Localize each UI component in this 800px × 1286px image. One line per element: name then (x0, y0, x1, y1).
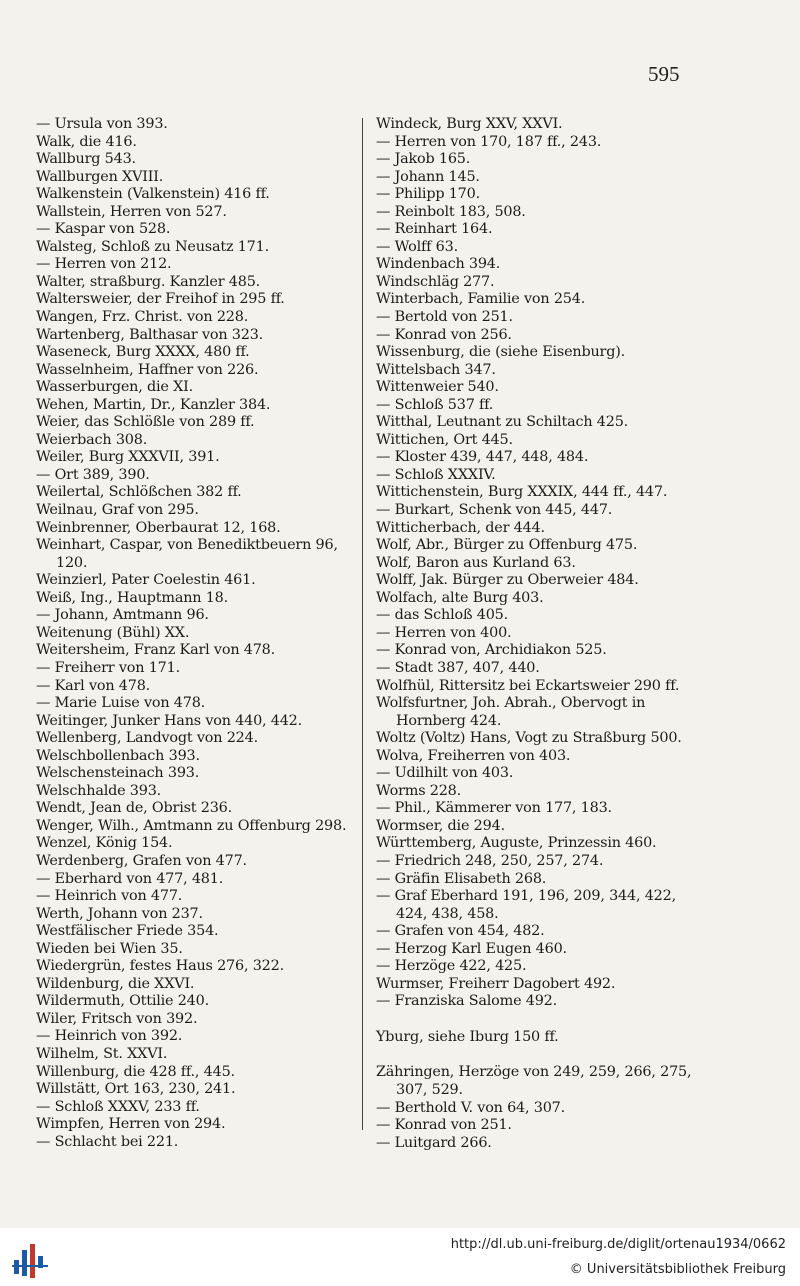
index-entry: Weilnau, Graf von 295. (36, 502, 199, 519)
index-entry: — Ort 389, 390. (36, 466, 150, 483)
index-entry: Wiler, Fritsch von 392. (36, 1010, 198, 1027)
copyright-notice: © Universitätsbibliothek Freiburg (569, 1262, 786, 1277)
index-entry: — Philipp 170. (376, 186, 480, 203)
index-entry: — Luitgard 266. (376, 1134, 492, 1151)
index-entry: — Ursula von 393. (36, 116, 168, 132)
index-entry: — Schloß XXXIV. (376, 466, 496, 483)
index-entry: Weitinger, Junker Hans von 440, 442. (36, 712, 303, 729)
index-entry: Weilertal, Schlößchen 382 ff. (36, 484, 242, 501)
index-entry: Walsteg, Schloß zu Neusatz 171. (36, 238, 269, 255)
index-entry: Wasselnheim, Haffner von 226. (36, 361, 259, 378)
index-entry: Wallstein, Herren von 527. (36, 203, 227, 220)
index-entry: — Heinrich von 392. (36, 1028, 183, 1045)
index-entry: Wolff, Jak. Bürger zu Oberweier 484. (376, 572, 639, 589)
index-entry: — Konrad von, Archidiakon 525. (376, 642, 607, 659)
index-entry: Wolva, Freiherren von 403. (376, 747, 571, 764)
index-entry: Wormser, die 294. (376, 817, 505, 834)
index-entry: — Franziska Salome 492. (376, 993, 558, 1010)
index-entry: — Kloster 439, 447, 448, 484. (376, 449, 589, 466)
index-entry: — Freiherr von 171. (36, 659, 180, 676)
index-entry: Windenbach 394. (376, 256, 501, 273)
index-entry: — Johann, Amtmann 96. (36, 607, 209, 624)
index-entry: Wittichenstein, Burg XXXIX, 444 ff., 447. (376, 484, 668, 501)
index-entry: Werth, Johann von 237. (36, 905, 203, 922)
index-entry: Weiß, Ing., Hauptmann 18. (36, 589, 228, 606)
index-entry: — Kaspar von 528. (36, 221, 171, 238)
index-entry: Wilhelm, St. XXVI. (36, 1045, 168, 1062)
index-entry: Weierbach 308. (36, 431, 148, 448)
index-entry: Wartenberg, Balthasar von 323. (36, 326, 264, 343)
index-entry: — Heinrich von 477. (36, 888, 183, 905)
index-entry: Wiedergrün, festes Haus 276, 322. (36, 958, 284, 975)
index-entry: Weinbrenner, Oberbaurat 12, 168. (36, 519, 281, 536)
index-entry: Wallburg 543. (36, 151, 136, 168)
index-entry: — Wolff 63. (376, 238, 458, 255)
page-number: 595 (648, 62, 680, 86)
index-entry: Wehen, Martin, Dr., Kanzler 384. (36, 396, 271, 413)
index-entry: — Schloß 537 ff. (376, 396, 494, 413)
index-entry: — Schloß XXXV, 233 ff. (36, 1098, 200, 1115)
index-entry: — Graf Eberhard 191, 196, 209, 344, 422, (376, 888, 676, 905)
index-entry: — Burkart, Schenk von 445, 447. (376, 502, 613, 519)
index-entry: Walter, straßburg. Kanzler 485. (36, 273, 261, 290)
index-entry: Weinzierl, Pater Coelestin 461. (36, 572, 256, 589)
index-entry: — Gräfin Elisabeth 268. (376, 870, 547, 887)
index-entry: Weier, das Schlößle von 289 ff. (36, 414, 255, 431)
index-entry: Worms 228. (376, 782, 462, 799)
index-entry: Welschbollenbach 393. (36, 747, 200, 764)
index-entry: Westfälischer Friede 354. (36, 923, 219, 940)
index-entry: — Herren von 170, 187 ff., 243. (376, 133, 602, 150)
index-entry: Walk, die 416. (36, 133, 137, 150)
index-entry: — Karl von 478. (36, 677, 151, 694)
index-entry: Winterbach, Familie von 254. (376, 291, 586, 308)
index-entry: — Herren von 212. (36, 256, 172, 273)
index-entry: — Reinhart 164. (376, 221, 493, 238)
index-section-gap (376, 1011, 706, 1029)
index-section-gap (376, 1046, 706, 1064)
index-entry: — Herzog Karl Eugen 460. (376, 940, 567, 957)
index-entry: Weinhart, Caspar, von Benediktbeuern 96, (36, 537, 338, 554)
index-entry: Yburg, siehe Iburg 150 ff. (376, 1028, 559, 1045)
index-entry: Wendt, Jean de, Obrist 236. (36, 800, 233, 817)
index-entry: — Berthold V. von 64, 307. (376, 1099, 566, 1116)
index-entry: Woltz (Voltz) Hans, Vogt zu Straßburg 500. (376, 730, 682, 747)
index-entry: Witthal, Leutnant zu Schiltach 425. (376, 414, 629, 431)
index-entry: Wangen, Frz. Christ. von 228. (36, 309, 249, 326)
index-entry: Wenger, Wilh., Amtmann zu Offenburg 298. (36, 817, 347, 834)
index-column-right (376, 116, 706, 1152)
ub-freiburg-logo-icon (10, 1236, 50, 1280)
index-entry: — Bertold von 251. (376, 309, 513, 326)
index-entry: Wieden bei Wien 35. (36, 940, 183, 957)
index-entry: Wurmser, Freiherr Dagobert 492. (376, 975, 616, 992)
index-entry: — das Schloß 405. (376, 607, 508, 624)
index-entry: — Phil., Kämmerer von 177, 183. (376, 800, 612, 817)
index-entry: — Friedrich 248, 250, 257, 274. (376, 852, 604, 869)
index-entry-continuation: 120. (56, 554, 88, 571)
index-entry: Windschläg 277. (376, 273, 495, 290)
index-entry: — Schlacht bei 221. (36, 1133, 179, 1150)
index-entry: Wallburgen XVIII. (36, 168, 164, 185)
index-entry: Wissenburg, die (siehe Eisenburg). (376, 344, 626, 361)
index-entry: Wittichen, Ort 445. (376, 431, 513, 448)
index-entry: Wolfach, alte Burg 403. (376, 589, 544, 606)
index-entry: — Marie Luise von 478. (36, 695, 206, 712)
index-entry: Willenburg, die 428 ff., 445. (36, 1063, 235, 1080)
document-url-link[interactable]: http://dl.ub.uni-freiburg.de/diglit/ortenau1934/0662 (450, 1237, 786, 1252)
index-entry: Wolfsfurtner, Joh. Abrah., Obervogt in (376, 695, 646, 712)
index-entry: Walkenstein (Valkenstein) 416 ff. (36, 186, 270, 203)
index-entry: Wolf, Baron aus Kurland 63. (376, 554, 576, 571)
index-entry: — Udilhilt von 403. (376, 765, 514, 782)
index-entry: Wolfhül, Rittersitz bei Eckartsweier 290 ff. (376, 677, 680, 694)
index-entry: Welschhalde 393. (36, 782, 162, 799)
index-entry: Wellenberg, Landvogt von 224. (36, 730, 258, 747)
index-entry: — Herren von 400. (376, 624, 512, 641)
index-entry: Waltersweier, der Freihof in 295 ff. (36, 291, 285, 308)
index-entry: — Konrad von 256. (376, 326, 512, 343)
index-entry: Wittelsbach 347. (376, 361, 496, 378)
index-entry: Windeck, Burg XXV, XXVI. (376, 116, 563, 132)
index-entry: Willstätt, Ort 163, 230, 241. (36, 1081, 236, 1098)
index-entry: Württemberg, Auguste, Prinzessin 460. (376, 835, 657, 852)
index-entry: Waseneck, Burg XXXX, 480 ff. (36, 344, 250, 361)
index-entry: Wasserburgen, die XI. (36, 379, 193, 396)
index-entry: Wildermuth, Ottilie 240. (36, 993, 209, 1010)
index-entry: — Grafen von 454, 482. (376, 923, 545, 940)
index-entry-continuation: 424, 438, 458. (396, 905, 499, 922)
index-entry: — Eberhard von 477, 481. (36, 870, 224, 887)
index-entry: Wenzel, König 154. (36, 835, 173, 852)
index-entry: — Herzöge 422, 425. (376, 958, 527, 975)
index-entry: — Johann 145. (376, 168, 480, 185)
index-entry: — Jakob 165. (376, 151, 471, 168)
index-entry: — Stadt 387, 407, 440. (376, 659, 540, 676)
index-entry: Wolf, Abr., Bürger zu Offenburg 475. (376, 537, 638, 554)
column-divider (362, 118, 363, 1130)
index-entry-continuation: Hornberg 424. (396, 712, 502, 729)
index-entry: Zähringen, Herzöge von 249, 259, 266, 275, (376, 1064, 692, 1081)
index-entry: Weiler, Burg XXXVII, 391. (36, 449, 220, 466)
index-entry: Welschensteinach 393. (36, 765, 200, 782)
index-entry: Weitersheim, Franz Karl von 478. (36, 642, 276, 659)
index-entry: Wildenburg, die XXVI. (36, 975, 195, 992)
index-entry: Wimpfen, Herren von 294. (36, 1116, 226, 1133)
index-entry: Witticherbach, der 444. (376, 519, 545, 536)
index-entry: — Konrad von 251. (376, 1117, 512, 1134)
index-entry: Wittenweier 540. (376, 379, 499, 396)
index-column-left (36, 116, 356, 1151)
index-entry: — Reinbolt 183, 508. (376, 203, 526, 220)
index-entry: Weitenung (Bühl) XX. (36, 624, 190, 641)
viewer-footer (0, 1228, 800, 1286)
index-entry: Werdenberg, Grafen von 477. (36, 852, 247, 869)
index-entry-continuation: 307, 529. (396, 1081, 463, 1098)
